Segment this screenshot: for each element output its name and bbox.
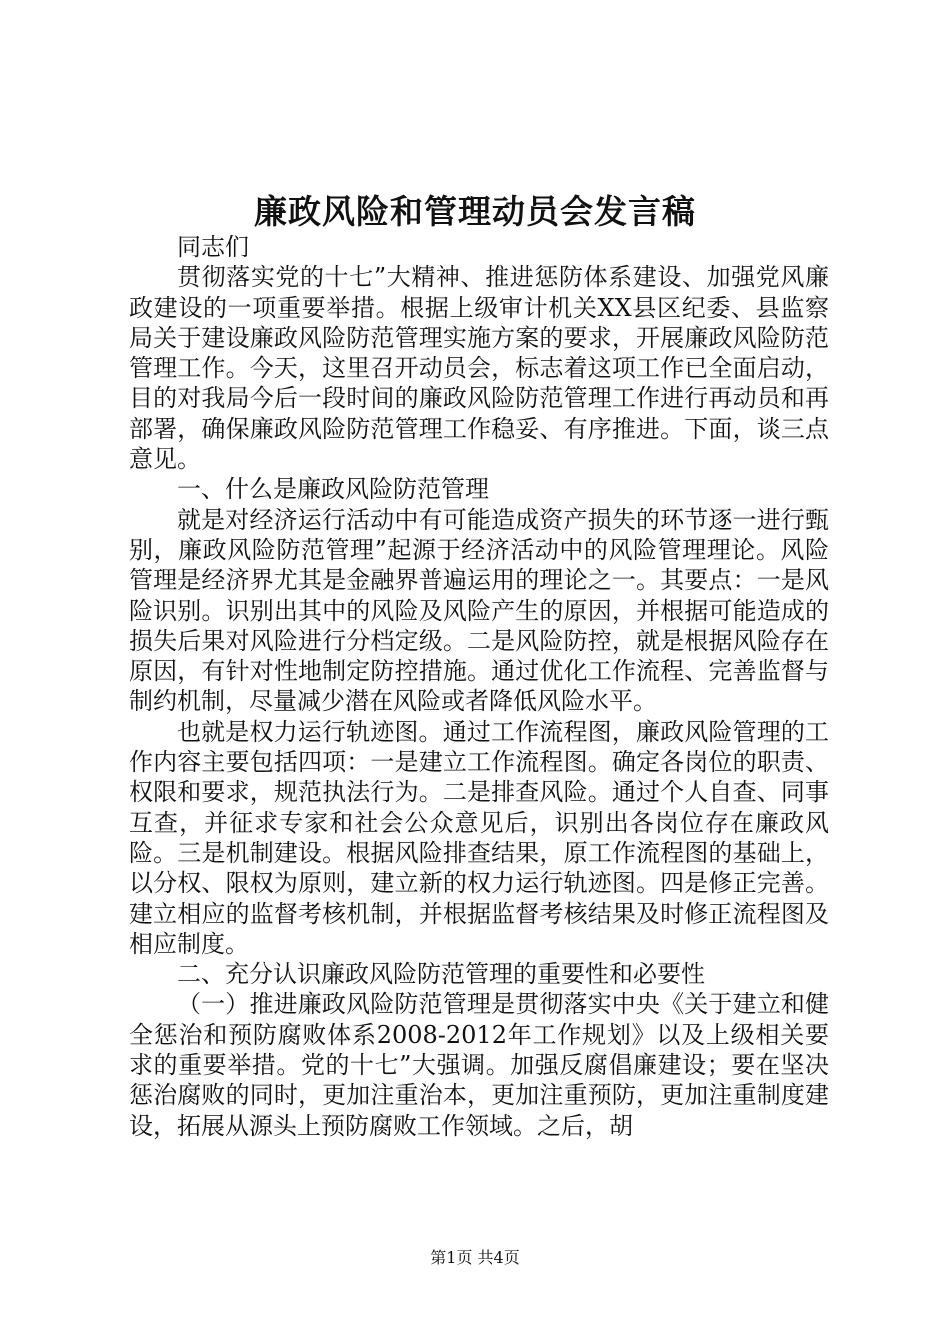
- body-paragraph: （一）推进廉政风险防范管理是贯彻落实中央《关于建立和健全惩治和预防腐败体系2008-2012年工作规划》以及上级相关要求的重要举措。党的十七”大强调。加强反腐倡廉建设；要在坚决惩治腐败的同时，更加注重治本，更加注重预防，更加注重制度建设，拓展从源头上预防腐败工作领域。之后，胡: [129, 990, 829, 1140]
- document-body: [129, 232, 829, 1141]
- body-paragraph: 也就是权力运行轨迹图。通过工作流程图，廉政风险管理的工作内容主要包括四项：一是建立工作流程图。确定各岗位的职责、权限和要求，规范执法行为。二是排查风险。通过个人自查、同事互查，并征求专家和社会公众意见后，识别出各岗位存在廉政风险。三是机制建设。根据风险排查结果，原工作流程图的基础上，以分权、限权为原则，建立新的权力运行轨迹图。四是修正完善。建立相应的监督考核机制，并根据监督考核结果及时修正流程图及相应制度。: [129, 717, 829, 958]
- section-heading: 一、什么是廉政风险防范管理: [177, 475, 489, 504]
- section-heading: 二、充分认识廉政风险防范管理的重要性和必要性: [177, 960, 705, 989]
- page-number-footer: 第1页 共4页: [430, 1248, 520, 1267]
- body-paragraph: 就是对经济运行活动中有可能造成资产损失的环节逐一进行甄别，廉政风险防范管理”起源于经济活动中的风险管理理论。风险管理是经济界尤其是金融界普遍运用的理论之一。其要点：一是风险识别。识别出其中的风险及风险产生的原因，并根据可能造成的损失后果对风险进行分档定级。二是风险防控，就是根据风险存在原因，有针对性地制定防控措施。通过优化工作流程、完善监督与制约机制，尽量减少潜在风险或者降低风险水平。: [129, 505, 829, 716]
- body-paragraph: 贯彻落实党的十七”大精神、推进惩防体系建设、加强党风廉政建设的一项重要举措。根据上级审计机关XX县区纪委、县监察局关于建设廉政风险防范管理实施方案的要求，开展廉政风险防范管理工作。今天，这里召开动员会，标志着这项工作已全面启动，目的对我局今后一段时间的廉政风险防范管理工作进行再动员和再部署，确保廉政风险防范管理工作稳妥、有序推进。下面，谈三点意见。: [129, 263, 829, 474]
- page-title: 廉政风险和管理动员会发言稿: [254, 192, 696, 231]
- salutation: 同志们: [177, 233, 249, 261]
